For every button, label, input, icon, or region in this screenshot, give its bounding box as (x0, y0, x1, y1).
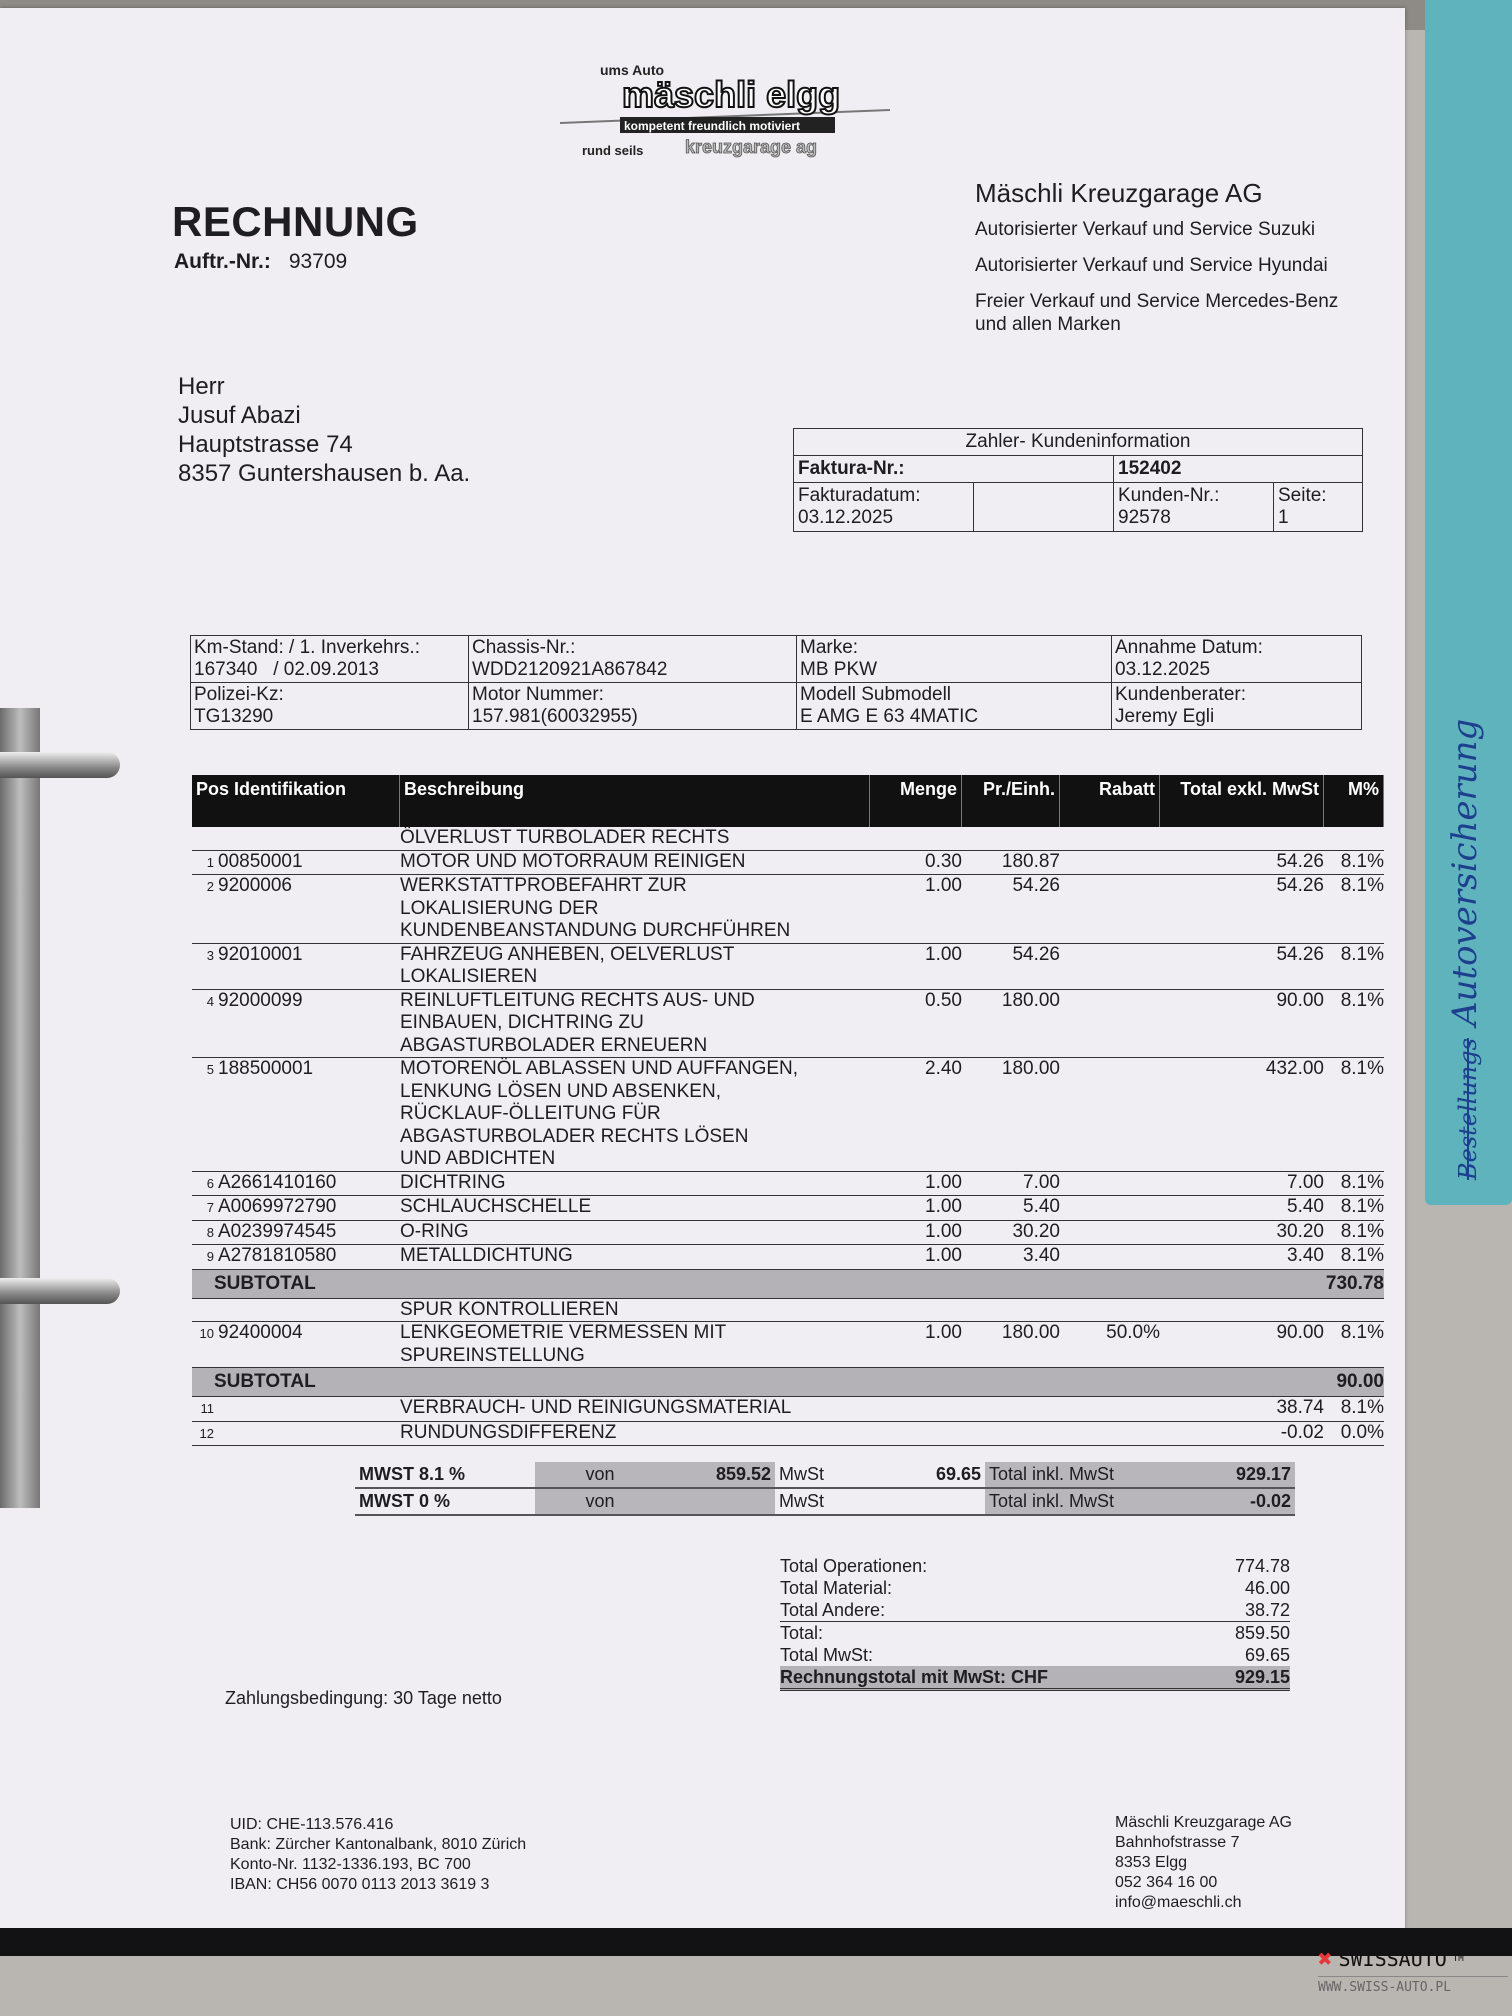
pos-id-cell (192, 1322, 400, 1367)
pos-id-cell (192, 1221, 400, 1245)
section-row (192, 827, 1384, 851)
chassis-cell (469, 636, 797, 683)
vat-amount: 69.65 (855, 1462, 985, 1488)
row-discount (1060, 1058, 1160, 1171)
totals-value: 929.15 (1234, 1667, 1290, 1687)
row-pos: 9 (206, 1249, 214, 1264)
description-line: ABGASTURBOLADER ERNEUERN (400, 1034, 708, 1056)
row-description (400, 1322, 870, 1367)
totals-value: 46.00 (1244, 1578, 1290, 1598)
table-row (192, 875, 1384, 944)
row-id: 9200006 (218, 875, 292, 896)
row-pos: 6 (206, 1175, 214, 1191)
vat-von: von (535, 1488, 665, 1515)
intake-cell (1112, 636, 1362, 683)
totals-row (780, 1621, 1290, 1644)
row-id: 00850001 (218, 850, 303, 872)
row-total: 30.20 (1276, 1220, 1324, 1242)
footer-line: UID: CHE-113.576.416 (230, 1816, 394, 1833)
totals-value: 38.72 (1244, 1600, 1290, 1620)
footer-line: Bank: Zürcher Kantonalbank, 8010 Zürich (230, 1836, 527, 1853)
totals-row (780, 1644, 1290, 1666)
description-line: O-RING (400, 1220, 469, 1242)
row-vat: 8.1% (1340, 875, 1384, 896)
row-pos: 4 (206, 993, 214, 1009)
invoice-number: 152402 (1114, 456, 1363, 483)
description-line: FAHRZEUG ANHEBEN, OELVERLUST (400, 943, 735, 965)
invoice-date: 03.12.2025 (798, 507, 894, 528)
document-title: RECHNUNG (172, 198, 419, 245)
page-cell (1274, 483, 1363, 532)
customer-address (178, 372, 470, 488)
company-logo (560, 55, 900, 175)
header-id: Identifikation (234, 779, 347, 799)
order-number (174, 250, 347, 274)
row-price (962, 1397, 1060, 1421)
row-discount: 50.0% (1106, 1322, 1160, 1343)
row-price (962, 1422, 1060, 1446)
vat-row (355, 1488, 1295, 1515)
plate-cell (191, 683, 469, 730)
totals-summary (780, 1555, 1290, 1691)
customer-name: Jusuf Abazi (178, 402, 301, 429)
row-price: 180.00 (1001, 1058, 1060, 1079)
description-line: MOTORENÖL ABLASSEN UND AUFFANGEN, (400, 1058, 799, 1079)
table-row (192, 851, 1384, 876)
totals-value: 69.65 (1244, 1645, 1290, 1665)
row-description (400, 1245, 870, 1269)
description-line: METALLDICHTUNG (400, 1245, 573, 1266)
vat-row (355, 1462, 1295, 1488)
logo-arc-bottom: rund seils (582, 143, 644, 158)
row-id: 92400004 (218, 1322, 303, 1343)
footer-line: Konto-Nr. 1132-1336.193, BC 700 (230, 1856, 471, 1873)
row-price: 5.40 (1023, 1196, 1060, 1217)
table-row (192, 1245, 1384, 1270)
header-price: Pr./Einh. (962, 775, 1060, 827)
footer-line: 8353 Elgg (1115, 1854, 1188, 1871)
description-line: LENKGEOMETRIE VERMESSEN MIT (400, 1322, 727, 1343)
km-label: Km-Stand: (194, 637, 284, 658)
footer-line: IBAN: CH56 0070 0113 2013 3619 3 (230, 1876, 490, 1893)
tab-label: Autoversicherung (1445, 718, 1485, 1027)
section-row (192, 1299, 1384, 1323)
description-line: VERBRAUCH- UND REINIGUNGSMATERIAL (400, 1397, 792, 1418)
header-total: Total exkl. MwSt (1160, 775, 1324, 827)
row-total: 432.00 (1265, 1058, 1324, 1079)
totals-row (780, 1577, 1290, 1599)
totals-row (780, 1666, 1290, 1691)
totals-label: Total Material: (780, 1578, 893, 1598)
payer-info-box (793, 428, 1363, 532)
watermark-tm: TM (1452, 1954, 1464, 1964)
pos-id-cell (192, 944, 400, 989)
table-row (192, 944, 1384, 990)
customer-street: Hauptstrasse 74 (178, 431, 353, 458)
brand-value: MB PKW (800, 659, 878, 680)
header-qty: Menge (870, 775, 962, 827)
row-qty: 0.50 (925, 989, 962, 1011)
row-pos: 10 (199, 1326, 214, 1341)
row-price: 180.00 (1001, 1322, 1060, 1343)
row-description (400, 1422, 870, 1446)
invoice-label: Faktura-Nr.: (794, 456, 1114, 483)
plate-label: Polizei-Kz: (194, 684, 284, 705)
advisor-value: Jeremy Egli (1115, 706, 1215, 727)
vat-label: MWST 0 % (355, 1488, 535, 1515)
row-total: 7.00 (1287, 1171, 1324, 1193)
row-total: 54.26 (1276, 875, 1324, 896)
row-discount (1060, 1245, 1160, 1269)
header-discount: Rabatt (1060, 775, 1160, 827)
vat-incl-label: Total inkl. MwSt (985, 1462, 1155, 1488)
intake-value: 03.12.2025 (1115, 659, 1211, 680)
engine-cell (469, 683, 797, 730)
subtotal-label: SUBTOTAL (214, 1371, 316, 1392)
subtotal-value: 730.78 (1325, 1272, 1384, 1294)
pos-id-cell (192, 1397, 400, 1421)
totals-label: Total: (780, 1623, 824, 1643)
chassis-label: Chassis-Nr.: (472, 637, 576, 658)
row-vat: 8.1% (1340, 943, 1384, 965)
row-qty: 1.00 (925, 943, 962, 965)
subtotal-value: 90.00 (1336, 1371, 1384, 1392)
advisor-cell (1112, 683, 1362, 730)
salutation: Herr (178, 373, 225, 400)
pos-id-cell (192, 1245, 400, 1269)
company-name: Mäschli Kreuzgarage AG (975, 178, 1263, 208)
swissauto-logo-icon: ✖ (1318, 1945, 1333, 1973)
footer-company-address (1115, 1813, 1292, 1913)
km-value: 167340 (194, 659, 258, 680)
row-price: 3.40 (1023, 1245, 1060, 1266)
vat-base (665, 1488, 775, 1515)
logo-arc-top: ums Auto (600, 62, 665, 78)
row-price: 54.26 (1012, 943, 1060, 965)
description-line: RUNDUNGSDIFFERENZ (400, 1421, 617, 1443)
row-pos: 7 (206, 1200, 214, 1215)
row-total: 54.26 (1276, 850, 1324, 872)
binder-ring (0, 1278, 120, 1304)
row-pos: 8 (206, 1224, 214, 1240)
row-vat: 8.1% (1340, 989, 1384, 1011)
row-qty: 1.00 (925, 1171, 962, 1193)
km-cell (191, 636, 469, 683)
row-vat: 8.1% (1340, 1196, 1384, 1217)
row-description (400, 1397, 870, 1421)
line-items-table (192, 775, 1384, 1446)
table-row (192, 1221, 1384, 1246)
brand-label: Marke: (800, 637, 859, 658)
logo-name: mäschli elgg (622, 74, 841, 115)
watermark (1318, 1945, 1508, 1995)
invoice-date-cell (794, 483, 974, 532)
binder-edge (0, 1928, 1512, 1956)
payment-terms: Zahlungsbedingung: 30 Tage netto (225, 1688, 502, 1708)
table-row (192, 1196, 1384, 1221)
customer-no-label: Kunden-Nr.: (1118, 485, 1220, 506)
row-vat: 8.1% (1340, 1171, 1384, 1193)
first-reg-label: / 1. Inverkehrs.: (289, 637, 420, 658)
customer-city: 8357 Guntershausen b. Aa. (178, 460, 471, 487)
company-info (975, 178, 1338, 349)
vat-summary (355, 1462, 1295, 1516)
row-description (400, 990, 870, 1058)
row-price: 30.20 (1012, 1220, 1060, 1242)
page-number: 1 (1278, 507, 1289, 528)
header-desc: Beschreibung (400, 775, 870, 827)
table-row (192, 1172, 1384, 1197)
description-line: MOTOR UND MOTORRAUM REINIGEN (400, 850, 746, 872)
header-pos-id (192, 775, 400, 827)
order-value: 93709 (288, 250, 348, 273)
logo-slogan: kompetent freundlich motiviert (624, 119, 801, 133)
footer-line: Bahnhofstrasse 7 (1115, 1834, 1240, 1851)
row-description (400, 1196, 870, 1220)
row-total: 38.74 (1276, 1397, 1324, 1418)
row-description (400, 1221, 870, 1245)
model-cell (797, 683, 1112, 730)
vat-label: MWST 8.1 % (355, 1462, 535, 1488)
footer-line: Mäschli Kreuzgarage AG (1115, 1814, 1292, 1831)
row-pos: 2 (206, 879, 214, 894)
struck-label: Bestellungs (1454, 1038, 1482, 1180)
payer-box-title: Zahler- Kundeninformation (794, 429, 1363, 456)
row-id: A2661410160 (218, 1171, 337, 1193)
row-discount (1060, 1172, 1160, 1196)
row-id: A0239974545 (218, 1220, 337, 1242)
footer-line: 052 364 16 00 (1115, 1874, 1218, 1891)
vehicle-info-box (190, 635, 1362, 730)
company-line: Autorisierter Verkauf und Service Hyundai (975, 254, 1328, 276)
row-qty: 1.00 (925, 1245, 962, 1266)
pos-id-cell (192, 1058, 400, 1171)
description-line: DICHTRING (400, 1171, 506, 1193)
row-description (400, 1172, 870, 1196)
row-price: 180.87 (1001, 850, 1060, 872)
subtotal-row (192, 1270, 1384, 1299)
pos-id-cell (192, 851, 400, 875)
intake-label: Annahme Datum: (1115, 637, 1263, 658)
customer-no: 92578 (1118, 507, 1171, 528)
vat-incl-label: Total inkl. MwSt (985, 1488, 1155, 1515)
binder-tab-handwriting (1445, 620, 1485, 1180)
row-id: A0069972790 (218, 1196, 337, 1217)
pos-id-cell (192, 1422, 400, 1446)
row-qty: 1.00 (925, 1322, 962, 1343)
vat-base: 859.52 (665, 1462, 775, 1488)
row-discount (1060, 1221, 1160, 1245)
description-line: WERKSTATTPROBEFAHRT ZUR (400, 875, 687, 896)
pos-id-cell (192, 875, 400, 943)
description-line: KUNDENBEANSTANDUNG DURCHFÜHREN (400, 920, 791, 941)
row-qty: 1.00 (925, 875, 962, 896)
invoice-date-label: Fakturadatum: (798, 485, 921, 506)
row-price: 7.00 (1023, 1171, 1060, 1193)
row-id: 92000099 (218, 989, 303, 1011)
chassis-value: WDD2120921A867842 (472, 659, 668, 680)
row-qty: 1.00 (925, 1196, 962, 1217)
engine-value: 157.981(60032955) (472, 706, 638, 727)
page-label: Seite: (1278, 485, 1327, 506)
vat-mwst-label: MwSt (775, 1488, 855, 1515)
row-vat: 8.1% (1340, 1245, 1384, 1266)
row-discount (1060, 1397, 1160, 1421)
row-pos: 12 (199, 1425, 214, 1441)
row-qty: 2.40 (925, 1058, 962, 1079)
row-total: 90.00 (1276, 1322, 1324, 1343)
totals-value: 859.50 (1234, 1623, 1290, 1643)
row-qty: 1.00 (925, 1220, 962, 1242)
vat-total: 929.17 (1155, 1462, 1295, 1488)
table-body (192, 827, 1384, 1446)
company-line: Freier Verkauf und Service Mercedes-Benz (975, 290, 1339, 312)
brand-cell (797, 636, 1112, 683)
binder-ring (0, 752, 120, 778)
row-total: 54.26 (1276, 943, 1324, 965)
engine-label: Motor Nummer: (472, 684, 604, 705)
section-title: ÖLVERLUST TURBOLADER RECHTS (400, 827, 730, 848)
table-row (192, 1322, 1384, 1368)
row-qty (870, 1422, 962, 1446)
row-vat: 8.1% (1340, 1322, 1384, 1343)
watermark-brand: SWISSAUTO (1338, 1947, 1447, 1971)
row-id: 188500001 (218, 1058, 314, 1079)
subtotal-row (192, 1368, 1384, 1397)
row-pos: 11 (200, 1401, 214, 1416)
totals-label: Rechnungstotal mit MwSt: CHF (780, 1667, 1048, 1687)
totals-row (780, 1555, 1290, 1577)
table-header (192, 775, 1384, 827)
totals-label: Total Operationen: (780, 1556, 928, 1576)
row-pos: 3 (206, 947, 214, 963)
description-line: ABGASTURBOLADER RECHTS LÖSEN (400, 1125, 749, 1147)
row-qty: 0.30 (925, 850, 962, 872)
row-description (400, 875, 870, 943)
footer-bank-info (230, 1815, 526, 1895)
row-discount (1060, 1422, 1160, 1446)
pos-id-cell (192, 1196, 400, 1220)
description-line: LOKALISIEREN (400, 966, 538, 987)
row-description (400, 851, 870, 875)
row-price: 180.00 (1001, 989, 1060, 1011)
row-discount (1060, 875, 1160, 943)
description-line: EINBAUEN, DICHTRING ZU (400, 1012, 644, 1033)
order-label: Auftr.-Nr.: (174, 250, 271, 273)
row-pos: 5 (206, 1062, 214, 1077)
row-id: 92010001 (218, 943, 303, 965)
table-row (192, 1058, 1384, 1172)
vat-von: von (535, 1462, 665, 1488)
row-description (400, 1058, 870, 1171)
vat-mwst-label: MwSt (775, 1462, 855, 1488)
row-description (400, 944, 870, 989)
row-discount (1060, 944, 1160, 989)
totals-label: Total MwSt: (780, 1645, 874, 1665)
table-row (192, 1422, 1384, 1447)
description-line: UND ABDICHTEN (400, 1148, 556, 1169)
logo-sub: kreuzgarage ag (685, 137, 818, 157)
table-row (192, 1397, 1384, 1422)
empty-cell (192, 827, 400, 850)
binder-spine (0, 708, 40, 1508)
description-line: RÜCKLAUF-ÖLLEITUNG FÜR (400, 1103, 661, 1124)
empty-cell (192, 1299, 400, 1322)
footer-line: info@maeschli.ch (1115, 1894, 1242, 1911)
totals-label: Total Andere: (780, 1600, 886, 1620)
row-discount (1060, 990, 1160, 1058)
empty-cell (974, 483, 1114, 532)
row-vat: 8.1% (1340, 1058, 1384, 1079)
description-line: REINLUFTLEITUNG RECHTS AUS- UND (400, 989, 755, 1011)
company-line: und allen Marken (975, 313, 1121, 335)
customer-no-cell (1114, 483, 1274, 532)
model-label: Modell Submodell (800, 684, 952, 705)
row-total: 3.40 (1287, 1245, 1324, 1266)
row-vat: 8.1% (1340, 1220, 1384, 1242)
plate-value: TG13290 (194, 706, 274, 727)
company-line: Autorisierter Verkauf und Service Suzuki (975, 219, 1316, 241)
description-line: LOKALISIERUNG DER (400, 897, 599, 919)
row-id: A2781810580 (218, 1245, 337, 1266)
row-pos: 1 (206, 854, 214, 870)
header-pos: Pos (196, 779, 230, 799)
section-title: SPUR KONTROLLIEREN (400, 1298, 619, 1320)
pos-id-cell (192, 990, 400, 1058)
description-line: SCHLAUCHSCHELLE (400, 1196, 592, 1217)
watermark-url: WWW.SWISS-AUTO.PL (1318, 1976, 1508, 1995)
row-vat: 8.1% (1340, 850, 1384, 872)
row-discount (1060, 1196, 1160, 1220)
table-row (192, 990, 1384, 1059)
row-discount (1060, 851, 1160, 875)
row-total: -0.02 (1280, 1421, 1324, 1443)
row-vat: 8.1% (1340, 1397, 1384, 1418)
totals-value: 774.78 (1234, 1556, 1290, 1576)
description-line: SPUREINSTELLUNG (400, 1344, 585, 1366)
vat-total: -0.02 (1155, 1488, 1295, 1515)
vat-amount (855, 1488, 985, 1515)
advisor-label: Kundenberater: (1115, 684, 1246, 705)
row-vat: 0.0% (1340, 1421, 1384, 1443)
first-reg-value: / 02.09.2013 (273, 659, 379, 680)
row-total: 5.40 (1287, 1196, 1324, 1217)
model-value: E AMG E 63 4MATIC (800, 706, 979, 727)
subtotal-label: SUBTOTAL (214, 1272, 316, 1294)
header-vat: M% (1324, 775, 1384, 827)
description-line: LENKUNG LÖSEN UND ABSENKEN, (400, 1080, 721, 1102)
row-price: 54.26 (1012, 875, 1060, 896)
row-qty (870, 1397, 962, 1421)
totals-row (780, 1599, 1290, 1621)
row-total: 90.00 (1276, 989, 1324, 1011)
pos-id-cell (192, 1172, 400, 1196)
